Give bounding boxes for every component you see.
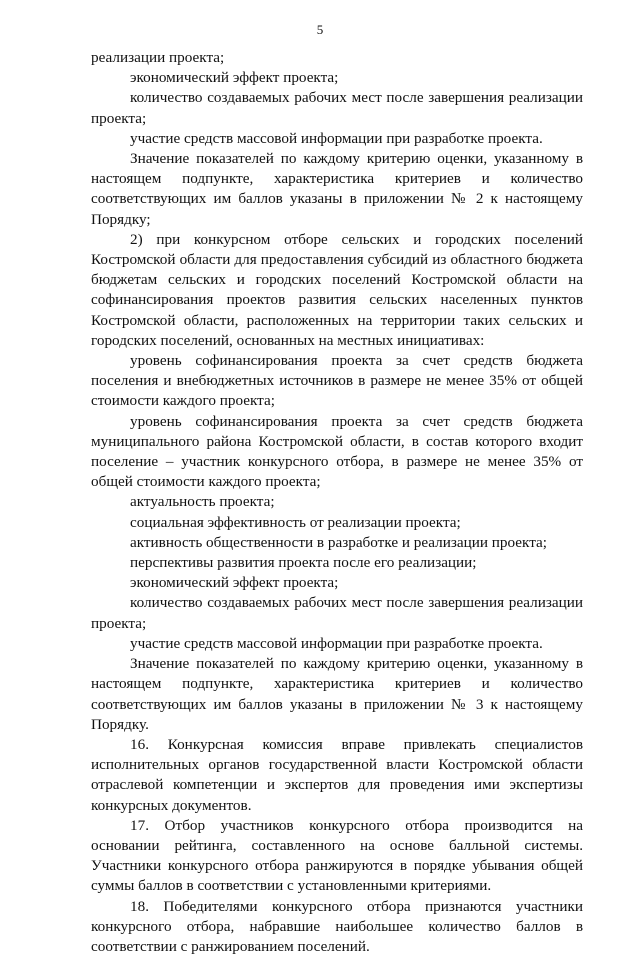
paragraph: участие средств массовой информации при разработке проекта. bbox=[130, 129, 543, 147]
paragraph: количество создаваемых рабочих мест после завершения реализации проекта; bbox=[91, 89, 583, 127]
paragraph: активность общественности в разработке и реализации проекта; bbox=[130, 533, 548, 551]
paragraph: 2) при конкурсном отборе сельских и городских поселений Костромской области для предоставления субсидий из областного бюджета бюджетам сельских и городских поселений Костромской области на софинансирования проектов развития сельских населенных пунктов Костромской области, расположенных на территории таких сельских и городских поселений, основанных на местных инициативах: bbox=[91, 230, 583, 349]
paragraph: экономический эффект проекта; bbox=[130, 574, 339, 592]
paragraph: 17. Отбор участников конкурсного отбора производится на основании рейтинга, составленного на основе балльной системы. Участники конкурсного отбора ранжируются в порядке убывания общей суммы баллов в соответствии с установленными критериями. bbox=[91, 816, 583, 895]
paragraph: перспективы развития проекта после его реализации; bbox=[130, 554, 477, 572]
paragraph: экономический эффект проекта; bbox=[130, 69, 339, 87]
paragraph: количество создаваемых рабочих мест после завершения реализации проекта; bbox=[91, 594, 583, 632]
page-number: 5 bbox=[316, 22, 324, 37]
paragraph: 16. Конкурсная комиссия вправе привлекать специалистов исполнительных органов государственной власти Костромской области отраслевой компетенции и экспертов для проведения ими экспертизы конкурсных документов. bbox=[91, 735, 583, 814]
paragraph: актуальность проекта; bbox=[130, 493, 275, 511]
paragraph: уровень софинансирования проекта за счет средств бюджета поселения и внебюджетных источников в размере не менее 35% от общей стоимости каждого проекта; bbox=[91, 352, 583, 410]
paragraph: Значение показателей по каждому критерию оценки, указанному в настоящем подпункте, характеристика критериев и количество соответствующих им баллов указаны в приложении № 3 к настоящему Порядку. bbox=[91, 655, 583, 733]
paragraph: социальная эффективность от реализации проекта; bbox=[130, 513, 461, 531]
document-body bbox=[91, 48, 583, 957]
paragraph: участие средств массовой информации при разработке проекта. bbox=[130, 634, 543, 652]
paragraph: уровень софинансирования проекта за счет средств бюджета муниципального района Костромской области, в состав которого входит поселение – участник конкурсного отбора, в размере не менее 35% от общей стоимости каждого проекта; bbox=[91, 412, 583, 491]
paragraph: реализации проекта; bbox=[91, 49, 225, 66]
paragraph: 18. Победителями конкурсного отбора признаются участники конкурсного отбора, набравшие наибольшее количество баллов в соответствии с ранжированием поселений. bbox=[91, 897, 583, 955]
paragraph: Значение показателей по каждому критерию оценки, указанному в настоящем подпункте, характеристика критериев и количество соответствующих им баллов указаны в приложении № 2 к настоящему Порядку; bbox=[91, 150, 583, 228]
